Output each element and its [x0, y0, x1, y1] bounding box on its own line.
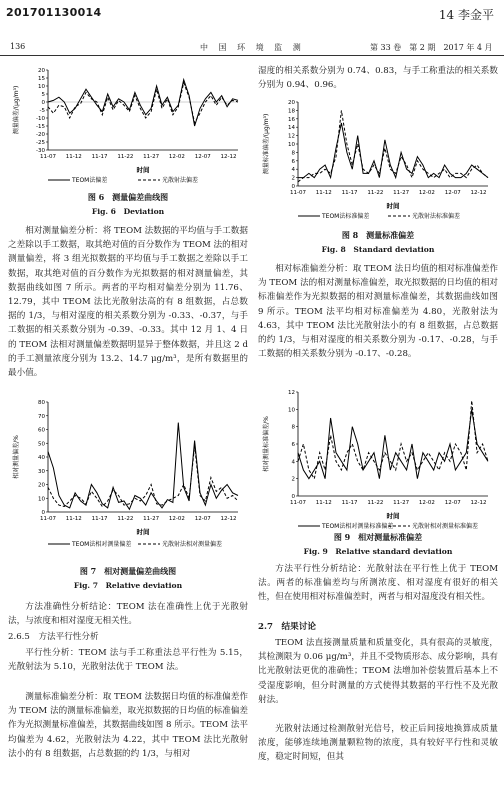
right-paragraph-2: 方法平行性分析结论：光散射法在平行性上优于 TEOM 法。两者的标准偏差均与所测浓度、相对湿度有很好的相关性，但在使用相对标准偏差时，两者与相对湿度没有相关性。 — [258, 564, 498, 603]
x-tick-label: 11-07 — [290, 190, 306, 196]
y-axis-label: 相对测量偏差/% — [13, 435, 20, 479]
left-paragraph-2: 方法准确性分析结论：TEOM 法在准确性上优于光散射法，与浓度和相对湿度无相关性。 — [8, 602, 248, 627]
x-tick-label: 11-12 — [315, 190, 332, 196]
series-line-2 — [48, 83, 238, 123]
y-tick-label: 10 — [38, 84, 45, 90]
x-axis-label: 时间 — [386, 202, 400, 210]
left-paragraph-4: 测量标准偏差分析：取 TEOM 法数据日均值的标准偏差作为 TEOM 法的测量标准偏差，取光拟数据的日均值的标准偏差作为光拟测量标准偏差，其数据曲线如图 8 所示。TEOM 法平均偏差为 4.62，光散射法为 4.22，其中 TEOM 法比光散射法小的有 8 组数据，占总数据的约 1/3，与相对 — [8, 692, 248, 759]
y-tick-label: 14 — [288, 125, 295, 132]
journal-name: 中 国 环 境 监 测 — [200, 43, 305, 52]
x-axis-label: 时间 — [386, 512, 400, 520]
fig6-chart — [8, 64, 248, 192]
x-tick-label: 11-17 — [341, 190, 358, 196]
y-tick-label: 60 — [38, 427, 45, 434]
y-tick-label: 15 — [38, 76, 45, 82]
fig9-caption-cn: 图 9 相对测量标准偏差 — [333, 532, 423, 542]
y-tick-label: -5 — [39, 108, 45, 114]
x-tick-label: 11-22 — [117, 154, 134, 160]
fig7-caption-cn: 图 7 相对测量偏差曲线图 — [79, 566, 177, 576]
y-tick-label: 2 — [291, 175, 295, 182]
legend-label-1: TEOM法偏差 — [72, 177, 108, 184]
page-number: 136 — [10, 42, 26, 51]
fig9-chart — [258, 386, 498, 532]
x-tick-label: 12-07 — [194, 154, 211, 160]
y-tick-label: 20 — [38, 482, 45, 489]
y-tick-label: 0 — [41, 100, 45, 106]
legend-label-1: TEOM法相对测量偏差 — [72, 541, 132, 548]
section-2-7-heading: 2.7 结果讨论 — [258, 622, 316, 632]
x-tick-label: 11-27 — [143, 516, 160, 522]
y-tick-label: 0 — [41, 510, 45, 516]
right-paragraph-0: 湿度的相关系数分别为 0.74、0.83，与手工称重法的相关系数分别为 0.94、0.96。 — [258, 66, 498, 91]
y-tick-label: 2 — [291, 476, 295, 483]
legend-label-1: TEOM法相对测量标准偏差 — [322, 523, 394, 530]
section-2-6-5-heading: 2.6.5 方法平行性分析 — [8, 632, 99, 642]
series-line-1 — [48, 423, 238, 510]
x-tick-label: 11-12 — [65, 154, 82, 160]
y-tick-label: 12 — [288, 390, 295, 396]
x-tick-label: 12-12 — [220, 154, 237, 160]
legend-label-1: TEOM法标准偏差 — [322, 213, 370, 220]
legend-label-2: 光散射法偏差 — [162, 177, 199, 184]
fig7-caption-en: Fig. 7 Relative deviation — [73, 581, 183, 590]
x-tick-label: 12-02 — [168, 154, 185, 160]
y-axis-label: 测量标准偏差/(μg/m³) — [263, 113, 270, 175]
x-tick-label: 11-07 — [290, 500, 306, 506]
right-paragraph-3: TEOM 法直接测量质量和质量变化，具有很高的灵敏度，其检测限为 0.06 μg/m³，并且不受物质形态、成分影响，具有比光散射法更优的准确性；TEOM 法增加补偿装置后基本上不受湿度影响，但分时测量的方式使得其数据的平行性不及光散射法。 — [258, 638, 498, 705]
fig6-caption-cn: 图 6 测量偏差曲线图 — [87, 192, 169, 202]
y-tick-label: 6 — [291, 158, 295, 165]
fig8-chart — [258, 96, 498, 224]
x-tick-label: 12-02 — [418, 190, 435, 196]
scan-id: 201701130014 — [6, 6, 102, 19]
y-tick-label: 30 — [38, 468, 45, 475]
legend-label-2: 光散射法标准偏差 — [412, 213, 461, 220]
left-paragraph-1: 相对测量偏差分析：将 TEOM 法数据的平均值与手工数据之差除以手工数据，取其绝对值的百分数作为 TEOM 法的相对测量偏差，将 3 组光拟数据的平均值与手工数据之差除以手工数据，取其绝对值的百分数作为光拟数据的相对测量偏差，其数据曲线如图 7 所示。两者的平均相对偏差分别为 11.76、12.79，其中 TEOM 法比光散射法高的有 8 组数据，占总数据的 1/3，与相对湿度的相关系数分别为 -0.33、-0.37，与手工数据的相关系数分别为 -0.39、-0.33。其中 12 月 1、4 日的 TEOM 法相对测量偏差数据明显异于整体数据，并且这 2 d 的手工测量浓度分别为 13.2、14.7 μg/m³，是所有数据里的最小值。 — [8, 226, 248, 379]
right-paragraph-1: 相对标准偏差分析：取 TEOM 法日均值的相对标准偏差作为 TEOM 法的相对测量标准偏差，取光拟数据的日均值的相对标准偏差作为光拟数据的相对测量标准偏差，其数据曲线如图 9 所示。TEOM 法平均相对标准偏差为 4.80，光散射法为 4.63，其中 TEOM 法比光散射法小的有 8 组数据，占总数据的约 1/3，与相对湿度的相关系数分别为 -0.17、-0.28，与手工数据的相关系数分别为 -0.17、-0.28。 — [258, 264, 498, 360]
x-tick-label: 11-07 — [40, 154, 56, 160]
y-tick-label: 0 — [291, 184, 295, 190]
right-paragraph-4: 光散射法通过检测散射光信号，校正后间接地换算成质量浓度，能够连续地测量颗粒物的浓度，具有较好平行性和灵敏度，稳定时间短，但其 — [258, 724, 498, 763]
fig6-caption-en: Fig. 6 Deviation — [91, 207, 165, 216]
y-tick-label: 10 — [288, 407, 295, 414]
fig9-caption-en: Fig. 9 Relative standard deviation — [303, 547, 453, 556]
y-tick-label: 80 — [38, 400, 45, 406]
y-tick-label: 10 — [288, 142, 295, 148]
y-tick-label: 10 — [38, 496, 45, 503]
y-tick-label: -15 — [36, 124, 45, 130]
x-axis-label: 时间 — [136, 166, 150, 174]
x-tick-label: 11-27 — [393, 500, 410, 506]
y-tick-label: 6 — [291, 442, 295, 448]
y-tick-label: 50 — [38, 441, 45, 448]
y-tick-label: 40 — [38, 455, 45, 461]
x-tick-label: 11-17 — [91, 516, 108, 522]
x-tick-label: 11-12 — [65, 516, 82, 522]
fig8-caption-cn: 图 8 测量标准偏差 — [341, 230, 415, 240]
y-tick-label: -20 — [36, 132, 45, 138]
x-tick-label: 12-02 — [168, 516, 185, 522]
y-tick-label: 0 — [291, 494, 295, 500]
volume-issue: 第 33 卷 第 2 期 2017 年 4 月 — [370, 43, 493, 52]
y-tick-label: 20 — [288, 100, 295, 106]
x-axis-label: 时间 — [136, 528, 150, 536]
x-tick-label: 12-02 — [418, 500, 435, 506]
y-tick-label: 8 — [291, 150, 295, 157]
x-tick-label: 12-12 — [220, 516, 237, 522]
series-line-1 — [48, 80, 238, 126]
x-tick-label: 11-22 — [367, 500, 384, 506]
y-tick-label: 8 — [291, 424, 295, 431]
x-tick-label: 11-17 — [341, 500, 358, 506]
x-tick-label: 12-07 — [444, 190, 461, 196]
y-tick-label: -30 — [36, 148, 45, 154]
series-line-1 — [298, 123, 488, 178]
y-tick-label: 5 — [41, 92, 45, 98]
x-tick-label: 11-22 — [117, 516, 134, 522]
series-line-1 — [298, 409, 488, 478]
y-tick-label: 12 — [288, 133, 295, 140]
series-line-2 — [48, 446, 238, 507]
y-tick-label: 18 — [288, 108, 295, 115]
y-tick-label: 16 — [288, 116, 295, 123]
x-tick-label: 11-27 — [393, 190, 410, 196]
y-axis-label: 相对测量标准偏差/% — [263, 416, 270, 472]
legend-label-2: 光散射法相对测量偏差 — [162, 541, 223, 548]
fig7-chart — [8, 394, 248, 552]
legend-label-2: 光散射相对测量标准偏差 — [412, 523, 479, 530]
left-paragraph-3: 平行性分析：TEOM 法与手工称重法总平行性为 5.15，光散射法为 5.10，光散射法优于 TEOM 法。 — [8, 648, 248, 673]
x-tick-label: 12-07 — [194, 516, 211, 522]
y-tick-label: -25 — [36, 140, 45, 146]
fig8-caption-en: Fig. 8 Standard deviation — [321, 245, 435, 254]
x-tick-label: 11-22 — [367, 190, 384, 196]
x-tick-label: 11-12 — [315, 500, 332, 506]
scan-author: 14 李金平 — [438, 8, 494, 22]
x-tick-label: 11-17 — [91, 154, 108, 160]
x-tick-label: 11-07 — [40, 516, 56, 522]
y-tick-label: 20 — [38, 68, 45, 74]
x-tick-label: 11-27 — [143, 154, 160, 160]
y-tick-label: 4 — [291, 459, 295, 466]
x-tick-label: 12-07 — [444, 500, 461, 506]
y-tick-label: 4 — [291, 167, 295, 174]
y-axis-label: 测量偏差/(μg/m³) — [13, 85, 20, 135]
y-tick-label: 70 — [38, 413, 45, 420]
x-tick-label: 12-12 — [470, 190, 487, 196]
y-tick-label: -10 — [36, 116, 45, 122]
x-tick-label: 12-12 — [470, 500, 487, 506]
